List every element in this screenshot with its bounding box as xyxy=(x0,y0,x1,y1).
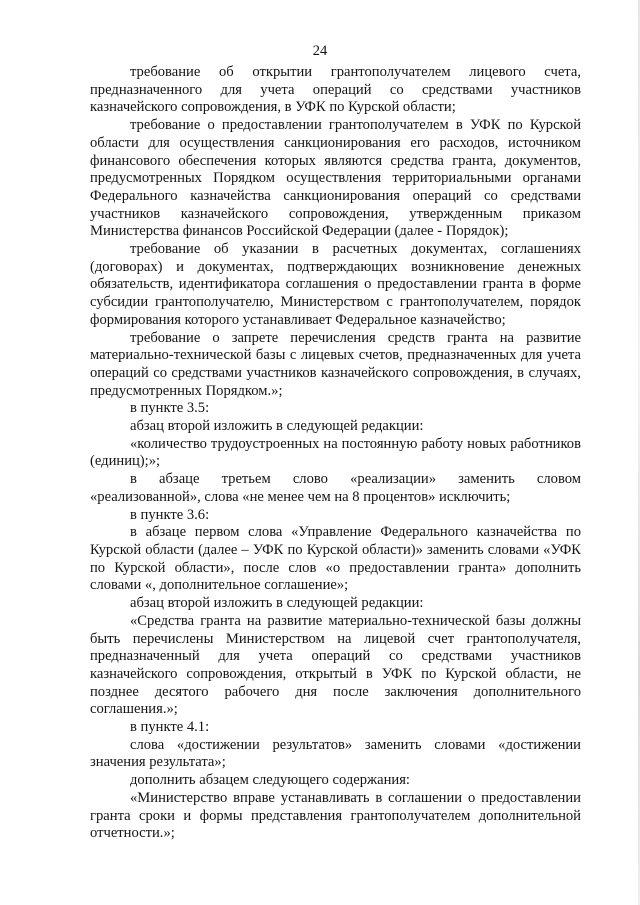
paragraph-grant-funds-transfer: «Средства гранта на развитие материально-технической базы должны быть перечислены Министерством на лицевой счет грантополучателя, предназначенный для учета операций со средствами участников казначейского сопровождения, открытый в УФК по Курской области, не позднее десятого рабочего дня после заключения дополнительного соглашения.»; xyxy=(90,612,581,718)
paragraph-add-subparagraph: дополнить абзацем следующего содержания: xyxy=(130,772,410,789)
paragraph-identifier-requirement: требование об указании в расчетных документах, соглашениях (договорах) и документах, подтверждающих возникновение денежных обязательств, идентификатора соглашения о предоставлении гранта в форме субсидии грантополучателю, Министерством с грантополучателем, порядок формирования которого устанавливает Федеральное казначейство; xyxy=(90,241,581,328)
paragraph-results-wording: слова «достижении результатов» заменить словами «достижении значения результата»; xyxy=(90,736,581,771)
paragraph-first-subparagraph-change: в абзаце первом слова «Управление Федерального казначейства по Курской области (далее – УФК по Курской области)» заменить словами «УФК по Курской области», после слов «о предоставлении гранта» дополнить словами «, дополнительное соглашение»; xyxy=(90,524,581,594)
paragraph-second-subparagraph: абзац второй изложить в следующей редакции: xyxy=(130,418,424,435)
paragraph-additional-reporting: «Министерство вправе устанавливать в соглашении о предоставлении гранта сроки и формы представления грантополучателем дополнительной отчетности.»; xyxy=(90,789,581,842)
paragraph-employed-workers: «количество трудоустроенных на постоянную работу новых работников (единиц);»; xyxy=(90,435,581,470)
paragraph-second-subparagraph-new: абзац второй изложить в следующей редакции: xyxy=(130,595,424,612)
paragraph-clause-3-6: в пункте 3.6: xyxy=(130,506,210,523)
paragraph-clause-4-1: в пункте 4.1: xyxy=(130,719,210,736)
page-number: 24 xyxy=(312,43,328,59)
paragraph-transfer-prohibition: требование о запрете перечисления средств гранта на развитие материально-технической базы с лицевых счетов, предназначенных для учета операций со средствами участников казначейского сопровождения, в случаях, предусмотренных Порядком.»; xyxy=(90,329,581,399)
paragraph-account-opening: требование об открытии грантополучателем лицевого счета, предназначенного для учета операций со средствами участников казначейского сопровождения, в УФК по Курской области; xyxy=(90,64,581,116)
paragraph-document-submission: требование о предоставлении грантополучателем в УФК по Курской области для осуществления санкционирования его расходов, источником финансового обеспечения которых являются средства гранта, документов, предусмотренных Порядком осуществления территориальными органами Федерального казначейства санкционирования операций со средствами участников казначейского сопровождения, утвержденным приказом Министерства финансов Российской Федерации (далее - Порядок); xyxy=(90,117,581,240)
document-body xyxy=(90,64,581,843)
paragraph-clause-3-5: в пункте 3.5: xyxy=(130,400,210,417)
paragraph-third-subparagraph: в абзаце третьем слово «реализации» заменить словом «реализованной», слова «не менее чем на 8 процентов» исключить; xyxy=(90,471,581,505)
